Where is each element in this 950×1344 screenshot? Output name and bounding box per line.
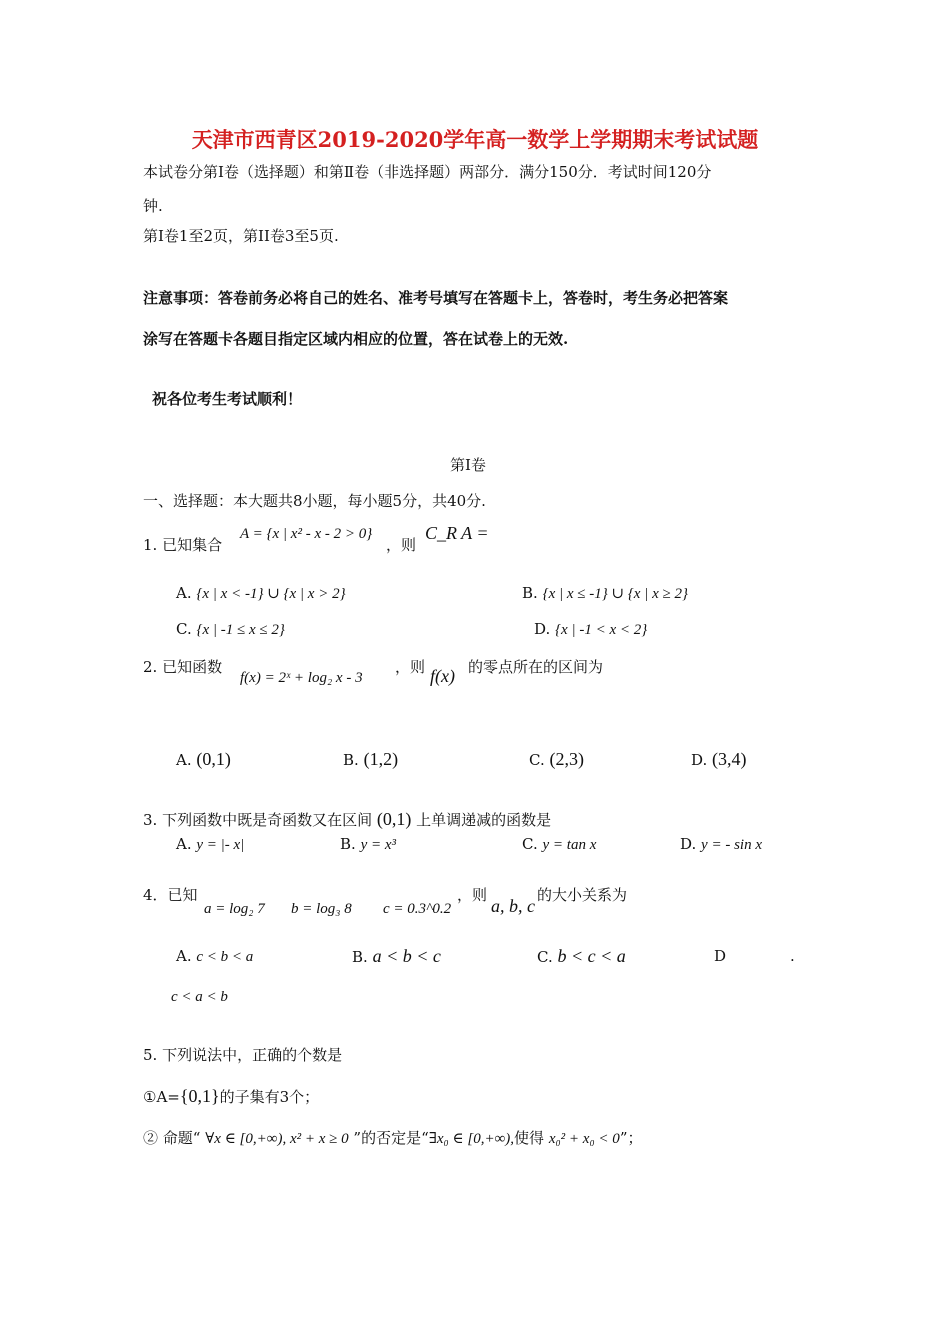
q2-option-c-text: (2,3) (549, 749, 584, 769)
q1-set-expr: A = {x | x² - x - 2 > 0} (240, 526, 373, 542)
q3-stem (143, 809, 551, 830)
q5-stem (143, 1045, 342, 1065)
q1-then: ，则 (386, 536, 417, 554)
q3-text: 下列函数中既是奇函数又在区间 (162, 811, 373, 829)
q5-s1-set: {0,1} (179, 1086, 220, 1106)
q3-option-d-label: D. (680, 835, 697, 853)
q5-s1-tail: 的子集有3个； (219, 1088, 320, 1106)
q1-option-b-label: B. (522, 584, 538, 602)
intro-line-1: 本试卷分第Ⅰ卷（选择题）和第Ⅱ卷（非选择题）两部分．满分150分．考试时间120分 (143, 163, 712, 181)
q4-b-expr: b = log₃ 8 (291, 901, 352, 917)
q2-tail: 的零点所在的区间为 (468, 658, 604, 676)
q4-option-d-label: D (714, 947, 727, 965)
q5-text: 下列说法中，正确的个数是 (162, 1046, 343, 1064)
notice-line-2: 涂写在答题卡各题目指定区域内相应的位置，答在试卷上的无效. (143, 330, 569, 348)
q4-option-b-label: B. (352, 948, 368, 966)
q3-number: 3. (143, 811, 158, 829)
q2-option-a-label: A. (176, 751, 192, 769)
q5-s1-mark: ①A= (143, 1088, 180, 1106)
q4-option-c-label: C. (537, 948, 553, 966)
q5-s2-quote-open: “ (192, 1129, 201, 1147)
q4-a-expr: a = log₂ 7 (204, 901, 265, 917)
q2-option-c-label: C. (529, 751, 545, 769)
q3-option-c-text: y = tan x (542, 837, 597, 853)
q1-option-a-text: {x | x < -1} ∪ {x | x > 2} (196, 586, 346, 602)
q2-text: 已知函数 (162, 658, 223, 676)
q4-stem (143, 885, 198, 905)
q1-stem (143, 535, 222, 555)
q1-option-a (176, 583, 346, 604)
q1-option-c-text: {x | -1 ≤ x ≤ 2} (196, 622, 285, 638)
q2-option-d (691, 749, 747, 770)
q1-option-b-text: {x | x ≤ -1} ∪ {x | x ≥ 2} (542, 586, 688, 602)
q5-statement-2 (143, 1128, 642, 1149)
q1-option-c-label: C. (176, 620, 192, 638)
q2-option-b (343, 749, 398, 770)
q5-s2-quote-open-2: “ (421, 1129, 429, 1147)
q4-option-c (537, 946, 626, 967)
q5-s2-expr: ∀x ∈ [0,+∞), x² + x ≥ 0 (205, 1131, 349, 1147)
q3-tail: 上单调递减的函数是 (416, 811, 552, 829)
q2-option-d-label: D. (691, 751, 708, 769)
q3-option-a-label: A. (176, 835, 192, 853)
q1-complement-expr: C_R A = (425, 523, 489, 543)
q2-option-b-text: (1,2) (363, 749, 399, 769)
q1-option-d-text: {x | -1 < x < 2} (555, 622, 648, 638)
q1-number: 1. (143, 536, 158, 554)
q1-text: 已知集合 (162, 536, 223, 554)
q3-option-d-text: y = - sin x (701, 837, 762, 853)
q2-function-expr: f(x) = 2ˣ + log₂ x - 3 (240, 670, 363, 686)
q2-option-d-text: (3,4) (712, 749, 747, 769)
part-one-heading: 一、选择题：本大题共8小题，每小题5分，共40分. (143, 492, 486, 510)
q4-option-c-text: b < c < a (557, 946, 626, 966)
q2-option-c (529, 749, 584, 770)
q5-s2-expr3: x₀² + x₀ < 0 (548, 1131, 620, 1147)
q5-s2-mark: ② 命题 (143, 1129, 193, 1147)
q4-c-expr: c = 0.3^0.2 (383, 901, 452, 917)
q4-option-d-dot: . (790, 947, 795, 965)
page-title: 天津市西青区2019-2020学年高一数学上学期期末考试试题 (191, 127, 759, 152)
q4-option-a-label: A. (176, 947, 192, 965)
q3-option-b-label: B. (340, 835, 356, 853)
intro-line-2: 钟. (143, 197, 163, 215)
q2-fx: f(x) (430, 666, 455, 686)
q1-option-d-label: D. (534, 620, 551, 638)
q1-option-a-label: A. (176, 584, 192, 602)
q1-option-d (534, 619, 647, 640)
notice-line-1: 注意事项：答卷前务必将自己的姓名、准考号填写在答题卡上，答卷时，考生务必把答案 (143, 289, 729, 307)
q4-option-a-text: c < b < a (196, 949, 254, 965)
q2-then: ，则 (395, 658, 426, 676)
q3-option-b-text: y = x³ (360, 837, 397, 853)
q2-option-a (176, 749, 231, 770)
q5-s2-use: 使得 (514, 1129, 545, 1147)
q2-number: 2. (143, 658, 158, 676)
q3-option-c-label: C. (522, 835, 538, 853)
q3-option-c (522, 834, 596, 855)
q1-option-c (176, 619, 285, 640)
q4-option-a (176, 946, 253, 967)
q5-s2-negation: ”的否定是 (353, 1129, 422, 1147)
q3-option-a (176, 834, 244, 855)
intro-line-3: 第Ⅰ卷1至2页，第II卷3至5页. (143, 227, 339, 245)
q4-option-d-text: c < a < b (171, 989, 228, 1005)
q4-text: 已知 (167, 886, 198, 904)
wish-text: 祝各位考生考试顺利！ (152, 390, 303, 408)
q4-then: ，则 (457, 886, 488, 904)
q5-statement-1 (143, 1086, 319, 1107)
q5-number: 5. (143, 1046, 158, 1064)
q4-option-b-text: a < b < c (372, 946, 441, 966)
q4-option-b (352, 946, 441, 967)
q4-number: 4． (143, 886, 168, 904)
section-title: 第Ⅰ卷 (450, 456, 486, 474)
q5-s2-end: ”； (619, 1129, 643, 1147)
q3-option-d (680, 834, 762, 855)
q5-s2-expr2: ∃x₀ ∈ [0,+∞), (428, 1131, 515, 1147)
q2-stem (143, 657, 222, 677)
q2-option-b-label: B. (343, 751, 359, 769)
q3-interval: (0,1) (376, 809, 412, 829)
q1-option-b (522, 583, 688, 604)
q3-option-b (340, 834, 396, 855)
q4-tail: 的大小关系为 (537, 886, 628, 904)
q2-option-a-text: (0,1) (196, 749, 231, 769)
q3-option-a-text: y = |- x| (196, 837, 245, 853)
q4-vars: a, b, c (491, 896, 535, 916)
